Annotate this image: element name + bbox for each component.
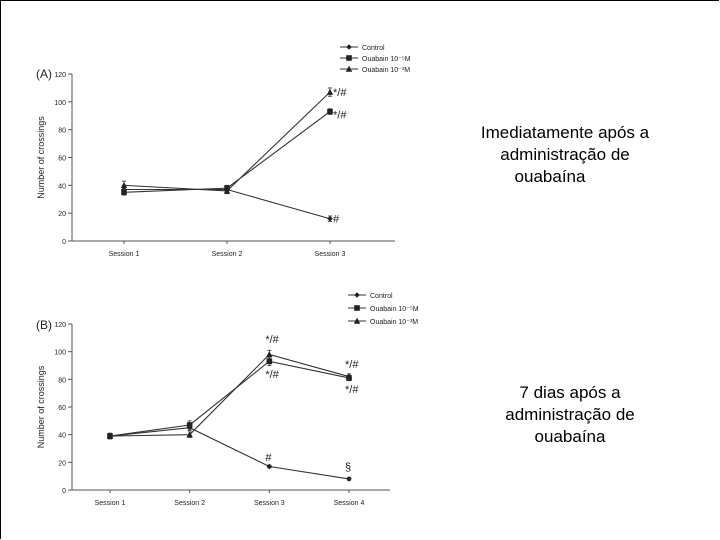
data-point [121, 189, 127, 195]
y-tick-label: 20 [58, 460, 66, 468]
data-point [187, 422, 193, 428]
y-axis-title: Number of crossings [36, 365, 46, 449]
caption-immediate [455, 122, 675, 188]
y-tick-label: 40 [58, 183, 66, 191]
y-tick-label: 20 [58, 211, 66, 219]
significance-marker: # [333, 213, 340, 226]
data-point [346, 476, 352, 482]
data-point [267, 464, 273, 470]
legend-label: Control [362, 45, 385, 52]
series-line [124, 92, 330, 191]
y-tick-label: 0 [62, 488, 66, 495]
panel-label: (B) [36, 318, 52, 332]
y-tick-label: 0 [62, 239, 66, 246]
panel-label: (A) [36, 67, 52, 81]
legend-marker [354, 292, 360, 298]
caption-7-days-line-3: ouabaína [534, 427, 606, 446]
y-tick-label: 60 [58, 405, 66, 412]
y-tick-label: 80 [58, 377, 66, 385]
x-tick-label: Session 1 [94, 500, 126, 507]
y-tick-label: 100 [54, 99, 66, 107]
y-axis-title: Number of crossings [36, 116, 46, 199]
legend-marker [346, 55, 352, 61]
series-3 [121, 88, 333, 194]
y-tick-label: 120 [54, 322, 66, 329]
series-2 [107, 357, 352, 439]
y-tick-label: 40 [58, 432, 66, 440]
legend-label: Control [370, 293, 393, 300]
chart-panel-a [30, 40, 430, 270]
significance-marker: § [345, 461, 352, 474]
significance-marker: */# [265, 334, 279, 347]
significance-marker: */# [333, 109, 347, 122]
legend-label: Ouabain 10⁻³M [370, 319, 419, 326]
x-tick-label: Session 4 [333, 500, 365, 507]
significance-marker: # [265, 451, 272, 464]
x-tick-label: Session 1 [108, 251, 140, 258]
caption-immediate-line-2: administração de [500, 145, 630, 164]
legend-marker [346, 44, 352, 50]
data-point [327, 216, 333, 222]
y-tick-label: 80 [58, 127, 66, 135]
chart-panel-b [30, 285, 430, 515]
series-line [110, 361, 349, 436]
data-point [266, 351, 272, 357]
legend-marker [354, 305, 360, 311]
x-tick-label: Session 2 [211, 251, 243, 258]
data-point [327, 109, 333, 115]
x-tick-label: Session 3 [253, 500, 285, 507]
y-tick-label: 100 [54, 349, 66, 357]
caption-7-days [465, 382, 675, 448]
significance-marker: */# [345, 359, 359, 372]
significance-marker: */# [333, 87, 347, 100]
y-tick-label: 60 [58, 155, 66, 163]
series-1 [107, 425, 352, 482]
legend-label: Ouabain 10⁻⁵M [362, 56, 411, 63]
x-tick-label: Session 3 [314, 251, 346, 258]
legend-label: Ouabain 10⁻⁵M [370, 306, 419, 313]
caption-immediate-line-3: ouabaína [514, 167, 586, 186]
series-line [124, 112, 330, 193]
data-point [267, 359, 273, 365]
series-2 [121, 109, 333, 195]
significance-marker: */# [345, 384, 359, 397]
significance-marker: */# [265, 368, 279, 381]
caption-7-days-line-1: 7 dias após a [519, 383, 621, 402]
series-line [110, 354, 349, 436]
x-tick-label: Session 2 [174, 500, 206, 507]
caption-7-days-line-2: administração de [505, 405, 635, 424]
legend-label: Ouabain 10⁻³M [362, 67, 411, 74]
caption-immediate-line-1: Imediatamente após a [480, 123, 650, 142]
y-tick-label: 120 [54, 72, 66, 79]
series-3 [107, 350, 352, 439]
